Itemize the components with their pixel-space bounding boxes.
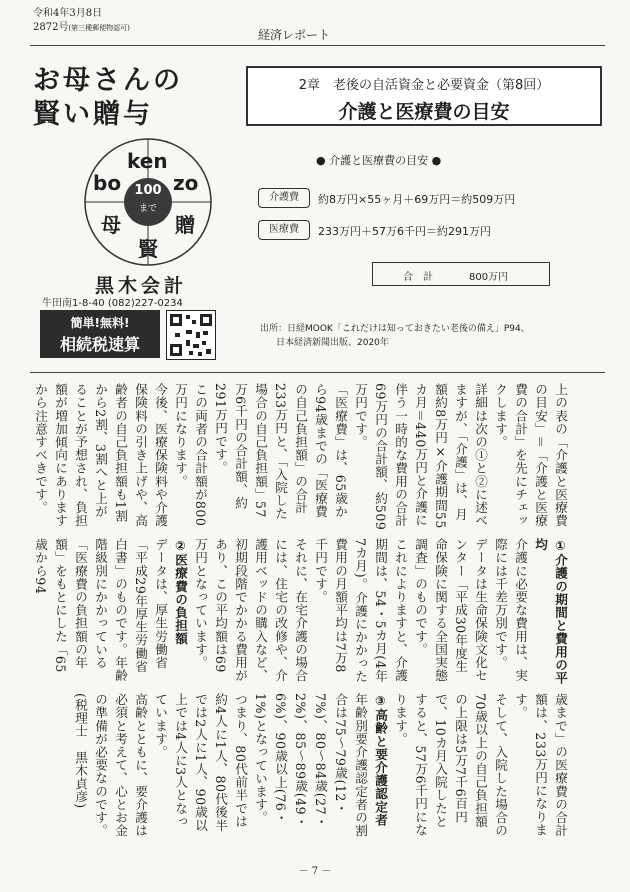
total-box bbox=[372, 262, 550, 286]
company-address: 牛田南1-8-40 (082)227-0234 bbox=[42, 298, 183, 309]
company-name: 黒木会計 bbox=[95, 275, 188, 297]
summary-title: ● 介護と医療費の目安 ● bbox=[316, 154, 442, 167]
care-cost-label: 介護費 bbox=[258, 188, 310, 208]
author-signature: (税理士 黒木貞彦) bbox=[73, 693, 88, 809]
logo-kanji-right: 贈 bbox=[175, 213, 195, 237]
body-paragraph: この両者の合計額が800万円になります。 bbox=[173, 383, 208, 527]
banner-line2: 相続税速算 bbox=[59, 335, 140, 354]
issue-date: 令和4年3月8日 bbox=[33, 8, 103, 19]
body-block-middle bbox=[30, 538, 570, 686]
chapter-title-box bbox=[246, 66, 602, 126]
banner-line1: 簡単!無料! bbox=[70, 316, 130, 330]
body-block-top bbox=[30, 383, 570, 531]
logo-center-number: 100 bbox=[134, 183, 162, 198]
body-paragraph: データは生命保険文化センター「平成30年度生命保険に関する全国実態調査」のものです。 bbox=[413, 538, 488, 683]
body-paragraph: つまり、80代前半では約4人に1人、80代後半では2人に1人、90歳以上では4人に3人となっています。 bbox=[153, 693, 248, 832]
section-heading-2: ②医療費の負担額 bbox=[173, 538, 188, 646]
body-paragraph: それに、在宅介護の場合には、住宅の改修や、介護用ベッドの購入など、初期段階でかかる費用があり、この平均額は69万円となっています。 bbox=[193, 538, 308, 683]
quick-calc-banner[interactable] bbox=[40, 310, 160, 358]
body-paragraph: 年齢別要介護認定者の割合は75～79歳(12・7%)、80～84歳(27・2%)、85～89歳(49・6%)、90歳以上(76・1%)となっています。 bbox=[253, 693, 368, 838]
section-rule bbox=[30, 372, 605, 373]
report-name: 経済レポート bbox=[258, 28, 331, 42]
body-paragraph: データは、厚生労働省「平成29年厚生労働省白書」のものです。年齢階級別にかかっている「医療費の負担額の年額」をもとにした「65歳から94 bbox=[33, 538, 168, 683]
chapter-subtitle: 2章 老後の自活資金と必要資金（第8回） bbox=[298, 78, 550, 93]
body-paragraph: 上の表の「介護と医療費の目安」＝「介護と医療費の合計」を先にチェックします。 bbox=[493, 383, 568, 528]
logo-word-right: zo bbox=[173, 171, 199, 195]
logo-word-top: ken bbox=[127, 149, 168, 173]
header-rule bbox=[30, 45, 605, 46]
section-heading-3: ③高齢と要介護認定者 bbox=[373, 693, 388, 827]
brand-title-line2: 賢い贈与 bbox=[33, 99, 153, 130]
total-label: 合 計 bbox=[403, 272, 433, 283]
body-paragraph: 今後、医療保険料や介護保険料の引き上げや、高齢者の自己負担額も1割から2割、3割へと上がることが予想され、負担額が増加傾向にありますから注意すべきです。 bbox=[33, 383, 168, 528]
body-paragraph: 「医療費」は、65歳から94歳までの「医療費の自己負担額」の合計233万円と、「入院した場合の自己負担額」57万6千円の合計額、約291万円です。 bbox=[213, 383, 348, 521]
medical-cost-formula: 233万円＋57万6千円＝約291万円 bbox=[318, 225, 491, 238]
brand-title-line1: お母さんの bbox=[33, 65, 183, 96]
qr-code[interactable] bbox=[166, 310, 216, 360]
body-paragraph: そして、入院した場合の70歳以上の自己負担額の上限は5万7千6百円で、10カ月入院したとすると、57万6千円になります。 bbox=[393, 693, 508, 838]
body-paragraph: これによりますと、介護期間は、54・5カ月(4年7カ月)。介護にかかった費用の月額平均は7万8千円です。 bbox=[313, 538, 408, 683]
logo-kanji-bottom: 賢 bbox=[138, 237, 158, 261]
source-line2: 日本経済新聞出版、2020年 bbox=[276, 338, 389, 348]
care-cost-formula: 約8万円×55ヶ月＋69万円＝約509万円 bbox=[318, 193, 516, 206]
total-value: 800万円 bbox=[469, 272, 509, 283]
body-paragraph: 高齢とともに、要介護は必須と考えて、心とお金の準備が必要なのです。 bbox=[93, 693, 148, 838]
body-block-bottom bbox=[30, 693, 570, 841]
issue-note: (第三種郵便物認可) bbox=[68, 24, 130, 32]
page-number: － 7 － bbox=[298, 866, 332, 877]
logo-kanji-left: 母 bbox=[101, 213, 121, 237]
source-line1: 出所：日経MOOK「これだけは知っておきたい老後の備え」P94、 bbox=[260, 324, 530, 334]
body-paragraph: 歳まで」の医療費の合計額は、233万円になります。 bbox=[513, 693, 568, 838]
body-paragraph: 詳細は次の①と②に述べますが、「介護」は、月額約8万円×介護期間55カ月＝440万円と介護に伴う一時的な費用の合計69万円の合計額、約509万円です。 bbox=[353, 383, 488, 531]
chapter-title: 介護と医療費の目安 bbox=[338, 101, 510, 123]
qr-code-icon bbox=[167, 311, 215, 359]
issue-number: 2872号(第三種郵便物認可) bbox=[33, 22, 130, 33]
section-heading-1: ①介護の期間と費用の平均 bbox=[533, 538, 568, 685]
medical-cost-label: 医療費 bbox=[258, 220, 310, 240]
brand-logo bbox=[83, 137, 213, 267]
logo-word-left: bo bbox=[93, 171, 122, 195]
logo-center-sub: まで bbox=[138, 204, 157, 214]
body-paragraph: 介護に必要な費用は、実際には千差万別です。 bbox=[493, 538, 528, 683]
